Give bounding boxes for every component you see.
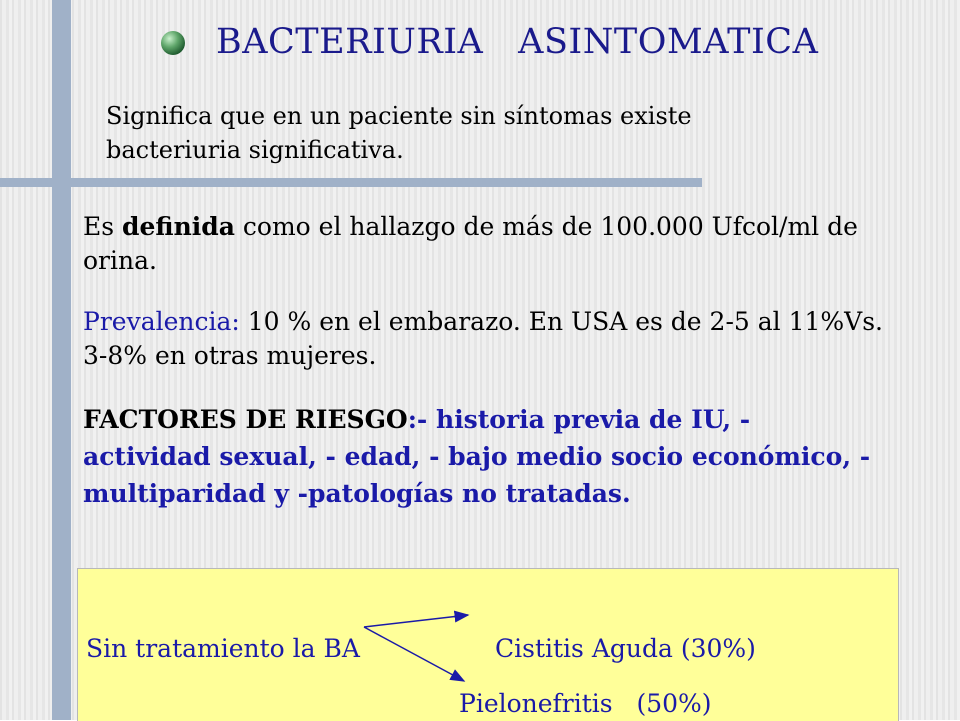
outcome-cystitis: Cistitis Aguda (30%) [495, 634, 756, 663]
prevalence-paragraph [83, 305, 883, 373]
prevalence-label: Prevalencia: [83, 307, 240, 336]
outcome-arrows [360, 605, 480, 685]
vertical-accent-bar [52, 0, 71, 720]
outcome-pyelonephritis: Pielonefritis (50%) [459, 689, 712, 718]
definition-rest: como el hallazgo de más de 100.000 Ufcol/ml de orina. [83, 212, 858, 275]
definition-bold: definida [122, 212, 235, 241]
slide-title: BACTERIURIA ASINTOMATICA [216, 22, 819, 62]
definition-prefix: Es [83, 212, 123, 241]
risk-text: :- historia previa de IU, - actividad sexual, - edad, - bajo medio socio económico, -multiparidad y -patologías no tratadas. [83, 405, 871, 508]
intro-line-2: bacteriuria significativa. [106, 136, 404, 164]
green-bullet-icon [161, 31, 185, 55]
definition-paragraph [83, 210, 883, 278]
arrow-to-pyelonephritis [364, 627, 464, 681]
risk-factors-paragraph [83, 401, 883, 512]
prevalence-text: 10 % en el embarazo. En USA es de 2-5 al 11%Vs. 3-8% en otras mujeres. [83, 307, 884, 370]
risk-label: FACTORES DE RIESGO [83, 405, 408, 434]
untreated-label: Sin tratamiento la BA [86, 634, 360, 663]
intro-paragraph [106, 99, 806, 167]
horizontal-accent-bar [0, 178, 702, 187]
intro-line-1: Significa que en un paciente sin síntomas existe [106, 102, 692, 130]
arrow-to-cystitis [364, 615, 468, 627]
